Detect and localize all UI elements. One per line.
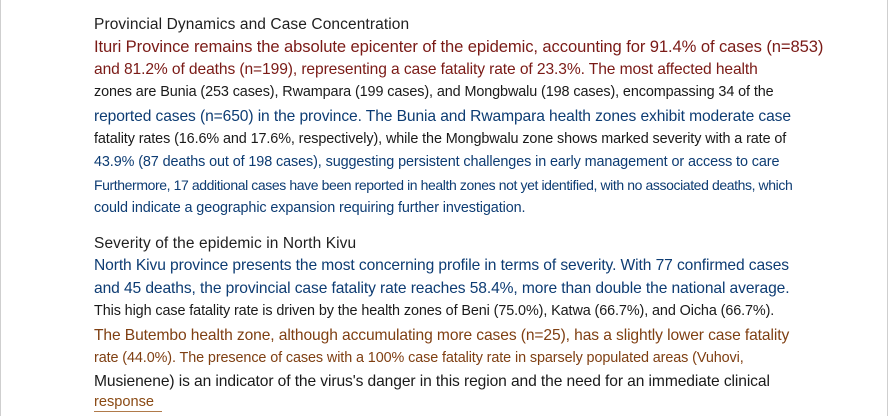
paragraph-line: Ituri Province remains the absolute epicenter of the epidemic, accounting for 91.4% of cases (n=853) — [94, 37, 824, 56]
section-heading: Severity of the epidemic in North Kivu — [94, 235, 357, 252]
paragraph-line: and 45 deaths, the provincial case fatality rate reaches 58.4%, more than double the national average. — [94, 280, 790, 298]
paragraph-line: North Kivu province presents the most concerning profile in terms of severity. With 77 confirmed cases — [94, 257, 789, 274]
paragraph-line: reported cases (n=650) in the province. The Bunia and Rwampara health zones exhibit moderate case — [94, 107, 791, 125]
paragraph-line: This high case fatality rate is driven by the health zones of Beni (75.0%), Katwa (66.7%), and Oicha (66.7%). — [94, 303, 775, 320]
paragraph-line: rate (44.0%). The presence of cases with a 100% case fatality rate in sparsely populated areas (Vuhovi, — [94, 349, 744, 366]
section-body — [94, 35, 824, 221]
paragraph-line: zones are Bunia (253 cases), Rwampara (199 cases), and Mongbwalu (198 cases), encompassing 34 of the — [94, 84, 774, 101]
section-body — [94, 254, 804, 412]
paragraph-line: and 81.2% of deaths (n=199), representing a case fatality rate of 23.3%. The most affected health — [94, 61, 758, 79]
section-north-kivu — [94, 235, 804, 412]
paragraph-line: Musienene) is an indicator of the virus's danger in this region and the need for an immediate clinical — [94, 373, 770, 391]
paragraph-line: The Butembo health zone, although accumulating more cases (n=25), has a slightly lower case fatality — [94, 326, 790, 344]
paragraph-line: could indicate a geographic expansion requiring further investigation. — [94, 200, 526, 217]
section-provincial-dynamics — [94, 16, 824, 221]
paragraph-line: Furthermore, 17 additional cases have been reported in health zones not yet identified, with no associated deaths, which — [94, 177, 793, 194]
section-heading: Provincial Dynamics and Case Concentration — [94, 16, 410, 33]
paragraph-line: fatality rates (16.6% and 17.6%, respectively), while the Mongbwalu zone shows marked severity with a rate of — [94, 130, 787, 147]
paragraph-line: 43.9% (87 deaths out of 198 cases), suggesting persistent challenges in early management or access to care — [94, 154, 780, 171]
response-link[interactable]: response — [94, 393, 162, 412]
